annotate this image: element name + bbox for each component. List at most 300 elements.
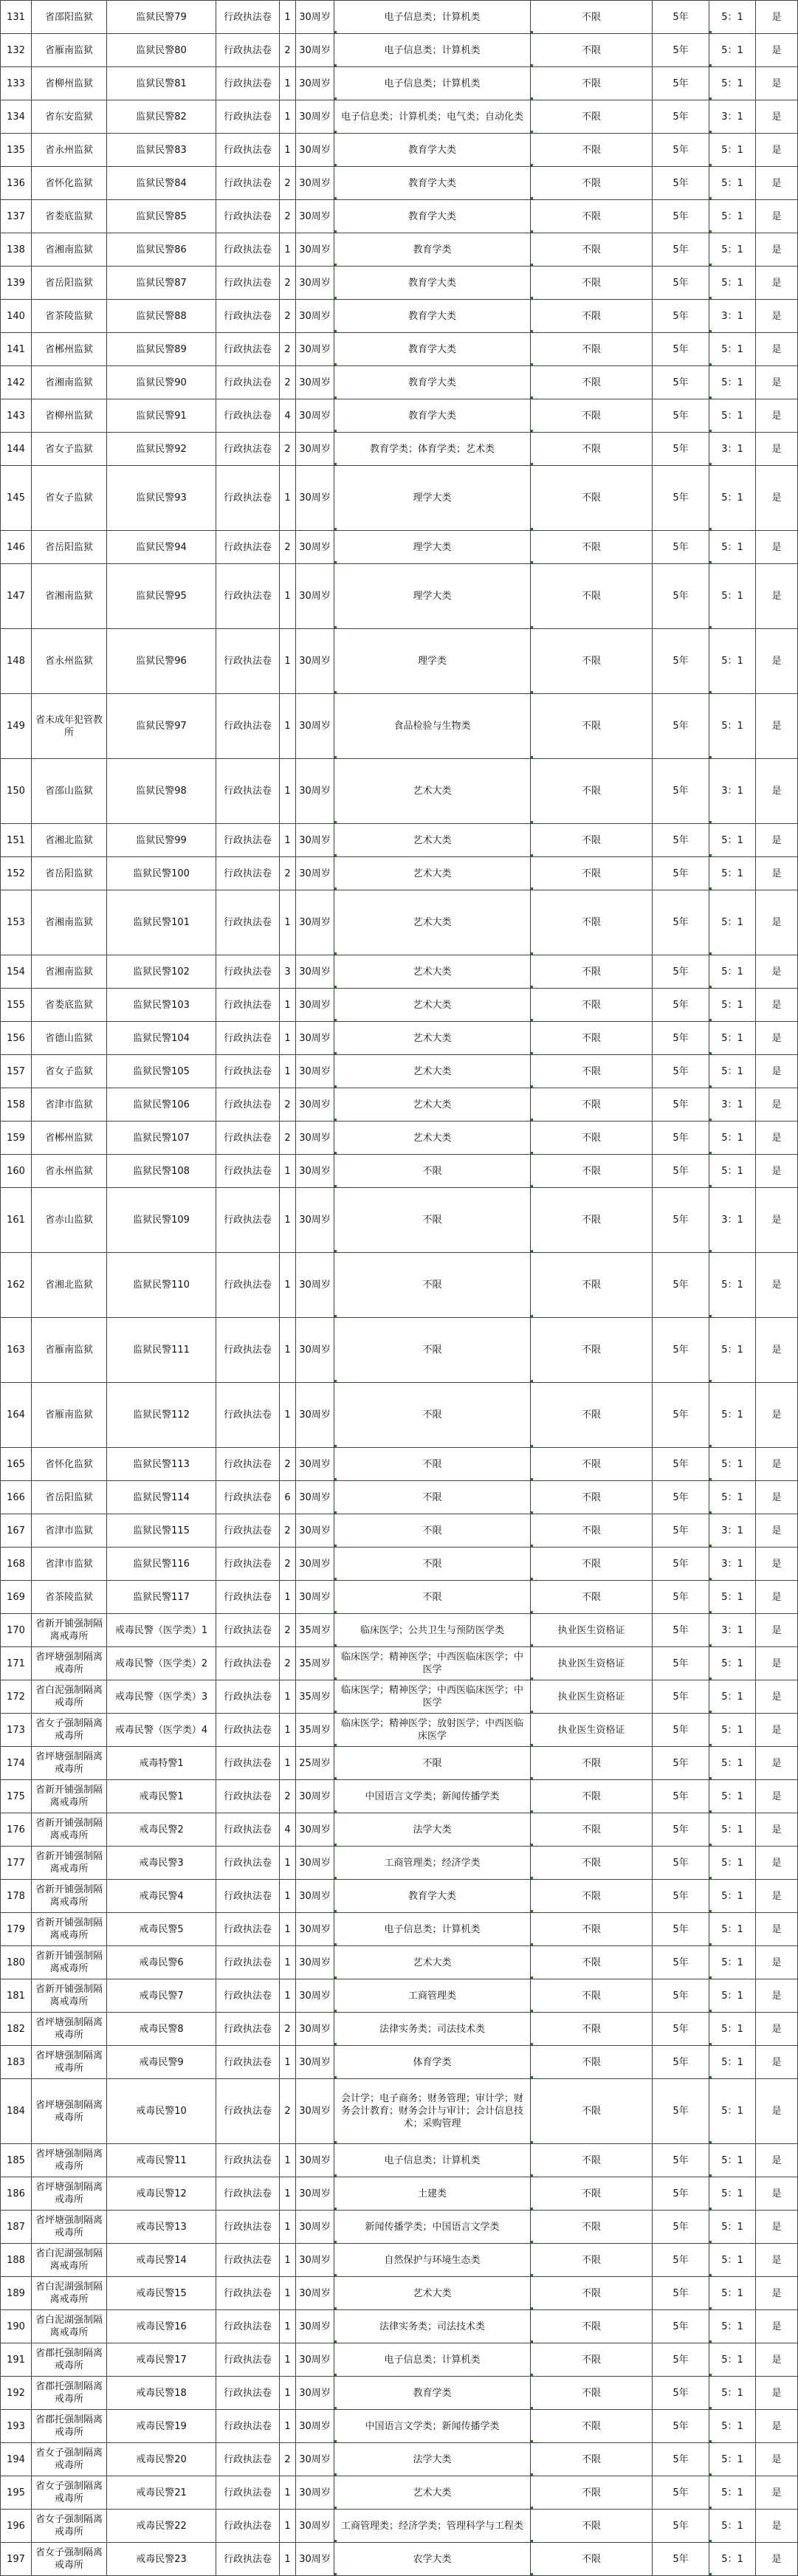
employer-cell: 省郴州监狱	[32, 1122, 107, 1155]
position-cell: 监狱民警109	[107, 1188, 216, 1253]
row-number: 145	[1, 466, 32, 531]
headcount-cell: 1	[280, 1680, 296, 1714]
ratio-cell: 5：1	[709, 694, 756, 759]
age-limit-cell: 30周岁	[296, 2377, 334, 2410]
position-cell: 监狱民警112	[107, 1383, 216, 1448]
ratio-cell: 3：1	[709, 1514, 756, 1548]
service-years-cell: 5年	[653, 34, 709, 67]
age-limit-cell: 35周岁	[296, 1647, 334, 1680]
major-cell: 中国语言文学类；新闻传播学类	[334, 1780, 531, 1813]
ratio-cell: 5：1	[709, 2144, 756, 2177]
major-cell: 不限	[334, 1548, 531, 1581]
certificate-cell: 不限	[531, 1253, 653, 1318]
employer-cell: 省白泥强制隔离戒毒所	[32, 1680, 107, 1714]
age-limit-cell: 30周岁	[296, 2244, 334, 2277]
police-flag-cell: 是	[756, 2211, 798, 2244]
employer-cell: 省娄底监狱	[32, 989, 107, 1022]
row-number: 175	[1, 1780, 32, 1813]
table-row	[1, 1614, 798, 1647]
police-flag-cell: 是	[756, 694, 798, 759]
major-cell: 教育学大类	[334, 167, 531, 200]
employer-cell: 省雁南监狱	[32, 1318, 107, 1383]
major-cell: 教育学大类	[334, 366, 531, 399]
employer-cell: 省新开铺强制隔离戒毒所	[32, 1813, 107, 1847]
ratio-cell: 5：1	[709, 1780, 756, 1813]
ratio-cell: 5：1	[709, 955, 756, 989]
table-row	[1, 2476, 798, 2510]
age-limit-cell: 30周岁	[296, 366, 334, 399]
headcount-cell: 2	[280, 34, 296, 67]
ratio-cell: 5：1	[709, 2410, 756, 2443]
certificate-cell: 不限	[531, 1088, 653, 1122]
headcount-cell: 2	[280, 333, 296, 366]
service-years-cell: 5年	[653, 1614, 709, 1647]
employer-cell: 省女子监狱	[32, 466, 107, 531]
service-years-cell: 5年	[653, 333, 709, 366]
age-limit-cell: 30周岁	[296, 2476, 334, 2510]
ratio-cell: 5：1	[709, 857, 756, 890]
age-limit-cell: 30周岁	[296, 2079, 334, 2144]
ratio-cell: 5：1	[709, 564, 756, 629]
age-limit-cell: 30周岁	[296, 1847, 334, 1880]
police-flag-cell: 是	[756, 466, 798, 531]
employer-cell: 省未成年犯管教所	[32, 694, 107, 759]
employer-cell: 省津市监狱	[32, 1088, 107, 1122]
headcount-cell: 1	[280, 2343, 296, 2377]
position-cell: 戒毒民警7	[107, 1979, 216, 2013]
headcount-cell: 1	[280, 759, 296, 824]
police-flag-cell: 是	[756, 1913, 798, 1946]
exam-type-cell: 行政执法卷	[216, 100, 280, 134]
service-years-cell: 5年	[653, 824, 709, 857]
position-cell: 监狱民警86	[107, 233, 216, 267]
service-years-cell: 5年	[653, 1055, 709, 1088]
age-limit-cell: 30周岁	[296, 1581, 334, 1614]
headcount-cell: 2	[280, 2013, 296, 2046]
major-cell: 电子信息类；计算机类	[334, 2343, 531, 2377]
row-number: 185	[1, 2144, 32, 2177]
row-number: 197	[1, 2543, 32, 2576]
position-cell: 戒毒民警（医学类）2	[107, 1647, 216, 1680]
age-limit-cell: 30周岁	[296, 2343, 334, 2377]
age-limit-cell: 30周岁	[296, 1022, 334, 1055]
headcount-cell: 1	[280, 2310, 296, 2343]
row-number: 182	[1, 2013, 32, 2046]
exam-type-cell: 行政执法卷	[216, 1913, 280, 1946]
table-row	[1, 2144, 798, 2177]
exam-type-cell: 行政执法卷	[216, 2310, 280, 2343]
position-cell: 戒毒民警10	[107, 2079, 216, 2144]
police-flag-cell: 是	[756, 1514, 798, 1548]
certificate-cell: 不限	[531, 2177, 653, 2211]
table-row	[1, 1055, 798, 1088]
certificate-cell: 不限	[531, 564, 653, 629]
exam-type-cell: 行政执法卷	[216, 531, 280, 564]
ratio-cell: 5：1	[709, 1880, 756, 1913]
service-years-cell: 5年	[653, 1680, 709, 1714]
row-number: 164	[1, 1383, 32, 1448]
row-number: 157	[1, 1055, 32, 1088]
position-cell: 监狱民警104	[107, 1022, 216, 1055]
exam-type-cell: 行政执法卷	[216, 433, 280, 466]
position-cell: 戒毒民警（医学类）3	[107, 1680, 216, 1714]
row-number: 191	[1, 2343, 32, 2377]
employer-cell: 省东安监狱	[32, 100, 107, 134]
employer-cell: 省郴州监狱	[32, 333, 107, 366]
row-number: 193	[1, 2410, 32, 2443]
position-cell: 戒毒民警（医学类）4	[107, 1714, 216, 1747]
row-number: 156	[1, 1022, 32, 1055]
age-limit-cell: 30周岁	[296, 267, 334, 300]
position-cell: 戒毒民警9	[107, 2046, 216, 2079]
table-row	[1, 890, 798, 955]
service-years-cell: 5年	[653, 200, 709, 233]
service-years-cell: 5年	[653, 1714, 709, 1747]
service-years-cell: 5年	[653, 1880, 709, 1913]
position-cell: 戒毒民警2	[107, 1813, 216, 1847]
table-row	[1, 629, 798, 694]
employer-cell: 省女子监狱	[32, 1055, 107, 1088]
ratio-cell: 5：1	[709, 1581, 756, 1614]
ratio-cell: 5：1	[709, 2244, 756, 2277]
police-flag-cell: 是	[756, 433, 798, 466]
ratio-cell: 5：1	[709, 1647, 756, 1680]
employer-cell: 省湘南监狱	[32, 955, 107, 989]
age-limit-cell: 30周岁	[296, 1122, 334, 1155]
major-cell: 电子信息类；计算机类	[334, 1913, 531, 1946]
police-flag-cell: 是	[756, 2310, 798, 2343]
police-flag-cell: 是	[756, 2079, 798, 2144]
service-years-cell: 5年	[653, 1979, 709, 2013]
table-row	[1, 2244, 798, 2277]
table-row	[1, 2277, 798, 2310]
position-cell: 监狱民警117	[107, 1581, 216, 1614]
employer-cell: 省永州监狱	[32, 629, 107, 694]
age-limit-cell: 30周岁	[296, 1448, 334, 1481]
certificate-cell: 不限	[531, 629, 653, 694]
certificate-cell: 不限	[531, 1946, 653, 1979]
table-row	[1, 2443, 798, 2476]
table-row	[1, 1714, 798, 1747]
row-number: 132	[1, 34, 32, 67]
headcount-cell: 1	[280, 1318, 296, 1383]
age-limit-cell: 30周岁	[296, 1188, 334, 1253]
service-years-cell: 5年	[653, 1514, 709, 1548]
headcount-cell: 1	[280, 2410, 296, 2443]
table-row	[1, 67, 798, 100]
row-number: 131	[1, 1, 32, 34]
table-row	[1, 564, 798, 629]
major-cell: 电子信息类；计算机类	[334, 34, 531, 67]
headcount-cell: 2	[280, 1647, 296, 1680]
position-cell: 监狱民警82	[107, 100, 216, 134]
row-number: 190	[1, 2310, 32, 2343]
service-years-cell: 5年	[653, 100, 709, 134]
headcount-cell: 1	[280, 67, 296, 100]
exam-type-cell: 行政执法卷	[216, 1514, 280, 1548]
age-limit-cell: 30周岁	[296, 857, 334, 890]
exam-type-cell: 行政执法卷	[216, 694, 280, 759]
table-row	[1, 1680, 798, 1714]
exam-type-cell: 行政执法卷	[216, 2543, 280, 2576]
position-cell: 监狱民警90	[107, 366, 216, 399]
certificate-cell: 不限	[531, 531, 653, 564]
row-number: 148	[1, 629, 32, 694]
position-cell: 戒毒民警3	[107, 1847, 216, 1880]
ratio-cell: 5：1	[709, 2277, 756, 2310]
major-cell: 中国语言文学类；新闻传播学类	[334, 2410, 531, 2443]
position-cell: 监狱民警103	[107, 989, 216, 1022]
exam-type-cell: 行政执法卷	[216, 366, 280, 399]
headcount-cell: 1	[280, 100, 296, 134]
ratio-cell: 5：1	[709, 2377, 756, 2410]
position-cell: 监狱民警80	[107, 34, 216, 67]
ratio-cell: 5：1	[709, 1318, 756, 1383]
major-cell: 不限	[334, 1253, 531, 1318]
position-cell: 监狱民警79	[107, 1, 216, 34]
row-number: 151	[1, 824, 32, 857]
certificate-cell: 不限	[531, 67, 653, 100]
certificate-cell: 不限	[531, 1055, 653, 1088]
employer-cell: 省白泥湖强制隔离戒毒所	[32, 2244, 107, 2277]
service-years-cell: 5年	[653, 629, 709, 694]
headcount-cell: 4	[280, 399, 296, 433]
certificate-cell: 不限	[531, 857, 653, 890]
headcount-cell: 1	[280, 2144, 296, 2177]
position-cell: 监狱民警87	[107, 267, 216, 300]
headcount-cell: 1	[280, 1913, 296, 1946]
table-row	[1, 333, 798, 366]
certificate-cell: 不限	[531, 2410, 653, 2443]
row-number: 159	[1, 1122, 32, 1155]
employer-cell: 省女子强制隔离戒毒所	[32, 2510, 107, 2543]
exam-type-cell: 行政执法卷	[216, 1747, 280, 1780]
position-cell: 监狱民警91	[107, 399, 216, 433]
table-row	[1, 989, 798, 1022]
headcount-cell: 1	[280, 1946, 296, 1979]
police-flag-cell: 是	[756, 1581, 798, 1614]
police-flag-cell: 是	[756, 1946, 798, 1979]
row-number: 163	[1, 1318, 32, 1383]
row-number: 154	[1, 955, 32, 989]
major-cell: 法学大类	[334, 1813, 531, 1847]
employer-cell: 省娄底监狱	[32, 200, 107, 233]
headcount-cell: 1	[280, 2510, 296, 2543]
row-number: 140	[1, 300, 32, 333]
police-flag-cell: 是	[756, 200, 798, 233]
table-row	[1, 1318, 798, 1383]
headcount-cell: 2	[280, 433, 296, 466]
row-number: 149	[1, 694, 32, 759]
table-row	[1, 1122, 798, 1155]
certificate-cell: 不限	[531, 2443, 653, 2476]
major-cell: 理学大类	[334, 466, 531, 531]
headcount-cell: 1	[280, 694, 296, 759]
table-row	[1, 1747, 798, 1780]
age-limit-cell: 30周岁	[296, 134, 334, 167]
table-row	[1, 2177, 798, 2211]
police-flag-cell: 是	[756, 2510, 798, 2543]
ratio-cell: 5：1	[709, 2046, 756, 2079]
certificate-cell: 不限	[531, 694, 653, 759]
police-flag-cell: 是	[756, 1122, 798, 1155]
employer-cell: 省坪塘强制隔离戒毒所	[32, 1747, 107, 1780]
table-row	[1, 2079, 798, 2144]
ratio-cell: 5：1	[709, 200, 756, 233]
service-years-cell: 5年	[653, 1647, 709, 1680]
employer-cell: 省郡托强制隔离戒毒所	[32, 2377, 107, 2410]
exam-type-cell: 行政执法卷	[216, 2013, 280, 2046]
major-cell: 不限	[334, 1383, 531, 1448]
police-flag-cell: 是	[756, 1714, 798, 1747]
service-years-cell: 5年	[653, 466, 709, 531]
row-number: 134	[1, 100, 32, 134]
employer-cell: 省柳州监狱	[32, 399, 107, 433]
major-cell: 电子信息类；计算机类	[334, 67, 531, 100]
service-years-cell: 5年	[653, 2013, 709, 2046]
service-years-cell: 5年	[653, 2144, 709, 2177]
age-limit-cell: 30周岁	[296, 759, 334, 824]
headcount-cell: 1	[280, 1188, 296, 1253]
exam-type-cell: 行政执法卷	[216, 267, 280, 300]
row-number: 143	[1, 399, 32, 433]
service-years-cell: 5年	[653, 1318, 709, 1383]
headcount-cell: 2	[280, 1548, 296, 1581]
major-cell: 教育学大类	[334, 200, 531, 233]
exam-type-cell: 行政执法卷	[216, 466, 280, 531]
employer-cell: 省柳州监狱	[32, 67, 107, 100]
exam-type-cell: 行政执法卷	[216, 1022, 280, 1055]
row-number: 153	[1, 890, 32, 955]
exam-type-cell: 行政执法卷	[216, 759, 280, 824]
table-row	[1, 2013, 798, 2046]
exam-type-cell: 行政执法卷	[216, 564, 280, 629]
age-limit-cell: 30周岁	[296, 1913, 334, 1946]
service-years-cell: 5年	[653, 167, 709, 200]
row-number: 192	[1, 2377, 32, 2410]
employer-cell: 省坪塘强制隔离戒毒所	[32, 2079, 107, 2144]
table-row	[1, 1647, 798, 1680]
ratio-cell: 5：1	[709, 1913, 756, 1946]
table-row	[1, 134, 798, 167]
row-number: 166	[1, 1481, 32, 1514]
ratio-cell: 5：1	[709, 629, 756, 694]
certificate-cell: 不限	[531, 1383, 653, 1448]
position-cell: 戒毒民警18	[107, 2377, 216, 2410]
employer-cell: 省白泥湖强制隔离戒毒所	[32, 2310, 107, 2343]
employer-cell: 省新开铺强制隔离戒毒所	[32, 1780, 107, 1813]
police-flag-cell: 是	[756, 1847, 798, 1880]
exam-type-cell: 行政执法卷	[216, 955, 280, 989]
major-cell: 教育学大类	[334, 267, 531, 300]
employer-cell: 省雁南监狱	[32, 34, 107, 67]
service-years-cell: 5年	[653, 366, 709, 399]
service-years-cell: 5年	[653, 1448, 709, 1481]
exam-type-cell: 行政执法卷	[216, 2510, 280, 2543]
table-row	[1, 167, 798, 200]
position-cell: 监狱民警93	[107, 466, 216, 531]
ratio-cell: 5：1	[709, 1, 756, 34]
employer-cell: 省坪塘强制隔离戒毒所	[32, 2144, 107, 2177]
police-flag-cell: 是	[756, 1055, 798, 1088]
headcount-cell: 2	[280, 857, 296, 890]
table-row	[1, 759, 798, 824]
headcount-cell: 1	[280, 1022, 296, 1055]
service-years-cell: 5年	[653, 564, 709, 629]
major-cell: 新闻传播学类；中国语言文学类	[334, 2211, 531, 2244]
certificate-cell: 不限	[531, 466, 653, 531]
ratio-cell: 5：1	[709, 366, 756, 399]
certificate-cell: 不限	[531, 1122, 653, 1155]
certificate-cell: 不限	[531, 200, 653, 233]
exam-type-cell: 行政执法卷	[216, 1188, 280, 1253]
headcount-cell: 1	[280, 233, 296, 267]
age-limit-cell: 30周岁	[296, 399, 334, 433]
age-limit-cell: 30周岁	[296, 1481, 334, 1514]
position-cell: 监狱民警113	[107, 1448, 216, 1481]
major-cell: 电子信息类；计算机类	[334, 1, 531, 34]
exam-type-cell: 行政执法卷	[216, 399, 280, 433]
headcount-cell: 1	[280, 2277, 296, 2310]
headcount-cell: 1	[280, 1714, 296, 1747]
age-limit-cell: 30周岁	[296, 531, 334, 564]
ratio-cell: 3：1	[709, 1614, 756, 1647]
employer-cell: 省怀化监狱	[32, 1448, 107, 1481]
exam-type-cell: 行政执法卷	[216, 300, 280, 333]
service-years-cell: 5年	[653, 531, 709, 564]
major-cell: 法律实务类；司法技术类	[334, 2013, 531, 2046]
employer-cell: 省湘南监狱	[32, 564, 107, 629]
certificate-cell: 不限	[531, 2310, 653, 2343]
position-cell: 监狱民警102	[107, 955, 216, 989]
row-number: 180	[1, 1946, 32, 1979]
ratio-cell: 5：1	[709, 1253, 756, 1318]
ratio-cell: 3：1	[709, 1548, 756, 1581]
police-flag-cell: 是	[756, 2343, 798, 2377]
ratio-cell: 5：1	[709, 1022, 756, 1055]
police-flag-cell: 是	[756, 1780, 798, 1813]
service-years-cell: 5年	[653, 2510, 709, 2543]
certificate-cell: 不限	[531, 2476, 653, 2510]
certificate-cell: 不限	[531, 1979, 653, 2013]
ratio-cell: 5：1	[709, 2013, 756, 2046]
position-cell: 戒毒民警17	[107, 2343, 216, 2377]
row-number: 135	[1, 134, 32, 167]
service-years-cell: 5年	[653, 2377, 709, 2410]
police-flag-cell: 是	[756, 333, 798, 366]
certificate-cell: 不限	[531, 1581, 653, 1614]
position-cell: 监狱民警95	[107, 564, 216, 629]
age-limit-cell: 30周岁	[296, 2277, 334, 2310]
ratio-cell: 5：1	[709, 2310, 756, 2343]
age-limit-cell: 30周岁	[296, 1979, 334, 2013]
position-cell: 监狱民警116	[107, 1548, 216, 1581]
headcount-cell: 1	[280, 2543, 296, 2576]
certificate-cell: 不限	[531, 2244, 653, 2277]
major-cell: 艺术大类	[334, 1946, 531, 1979]
exam-type-cell: 行政执法卷	[216, 2244, 280, 2277]
service-years-cell: 5年	[653, 2343, 709, 2377]
age-limit-cell: 30周岁	[296, 2310, 334, 2343]
row-number: 171	[1, 1647, 32, 1680]
employer-cell: 省新开铺强制隔离戒毒所	[32, 1946, 107, 1979]
certificate-cell: 不限	[531, 167, 653, 200]
age-limit-cell: 35周岁	[296, 1614, 334, 1647]
police-flag-cell: 是	[756, 857, 798, 890]
age-limit-cell: 35周岁	[296, 1714, 334, 1747]
service-years-cell: 5年	[653, 267, 709, 300]
headcount-cell: 1	[280, 2211, 296, 2244]
